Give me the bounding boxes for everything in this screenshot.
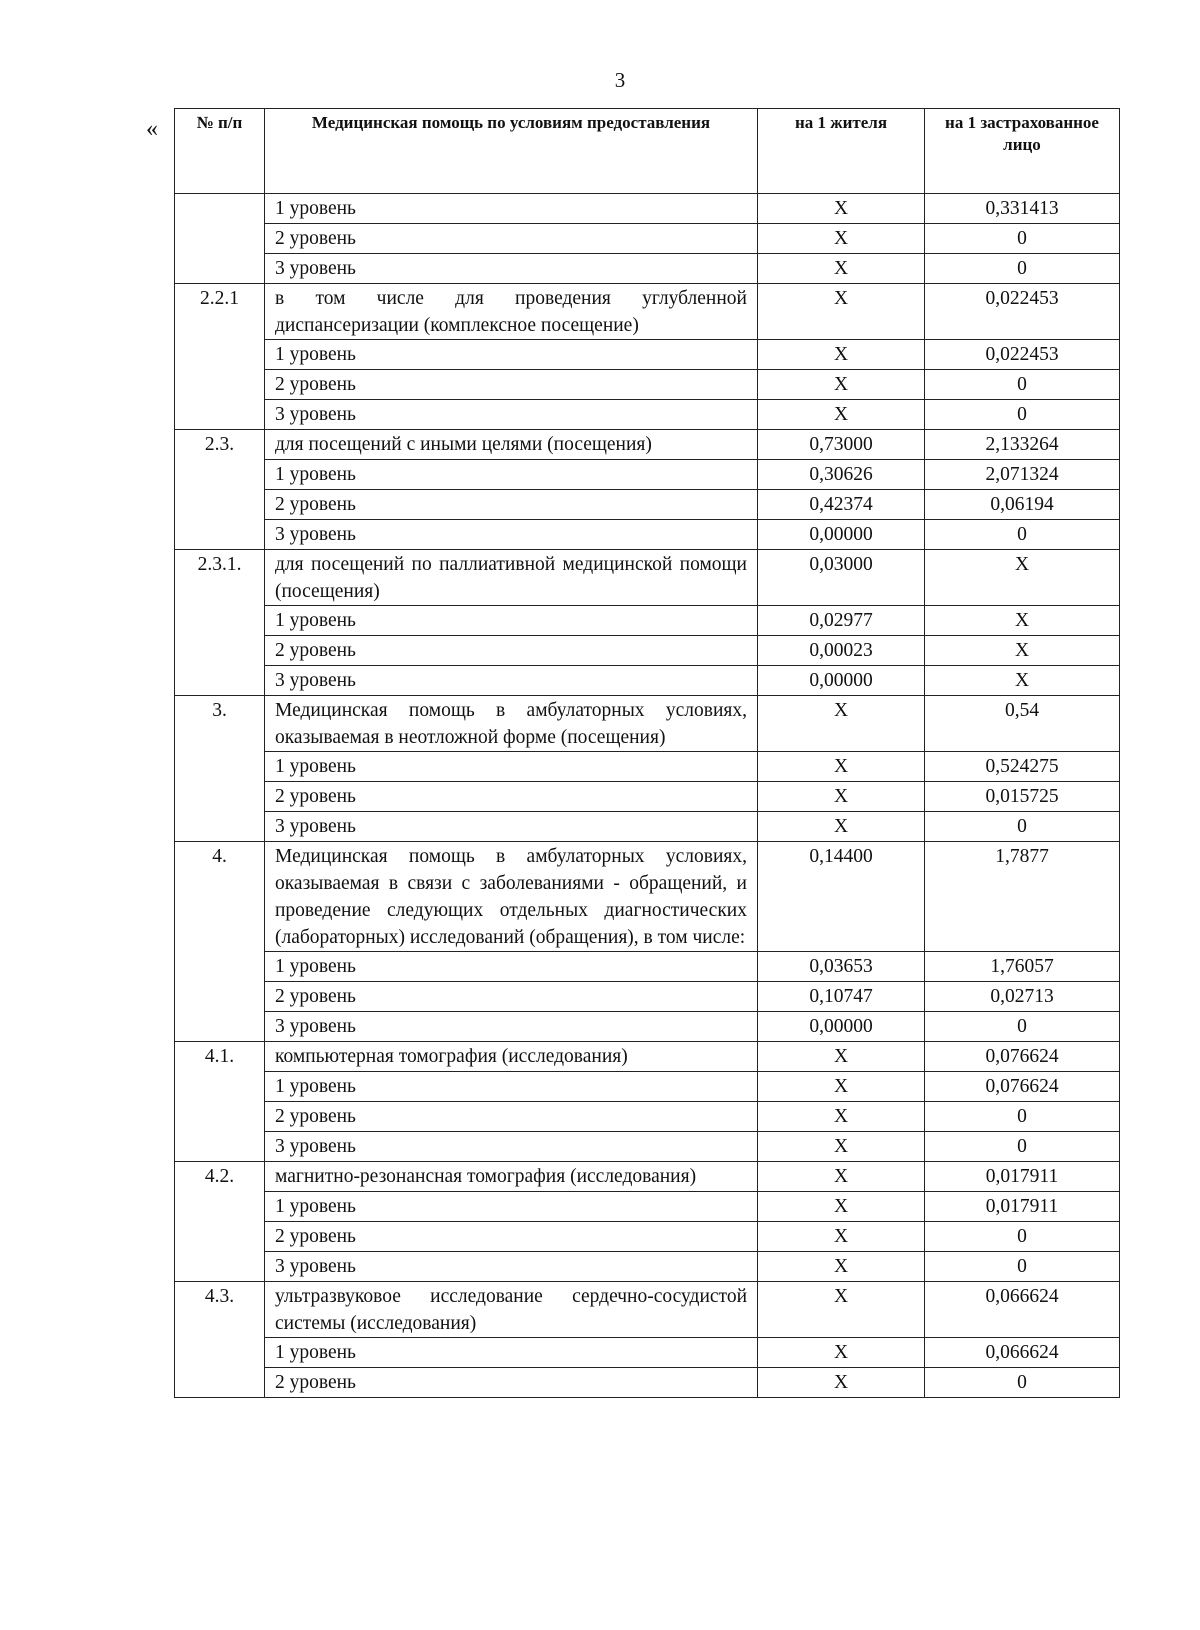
table-row — [175, 1132, 1120, 1162]
per-resident-value: 0,00000 — [758, 666, 925, 696]
row-number: 4.1. — [175, 1042, 265, 1162]
per-insured-value: 0,331413 — [925, 194, 1120, 224]
row-name: 2 уровень — [265, 224, 758, 254]
per-resident-value: 0,00023 — [758, 636, 925, 666]
row-name: 2 уровень — [265, 636, 758, 666]
per-insured-value: 0 — [925, 370, 1120, 400]
row-name: 3 уровень — [265, 254, 758, 284]
per-insured-value: 0,066624 — [925, 1338, 1120, 1368]
page-number: 3 — [614, 68, 626, 92]
per-insured-value: X — [925, 550, 1120, 606]
per-resident-value: X — [758, 1282, 925, 1338]
table-row — [175, 1338, 1120, 1368]
table-row — [175, 1042, 1120, 1072]
per-insured-value: 0,076624 — [925, 1072, 1120, 1102]
row-name: 2 уровень — [265, 490, 758, 520]
per-insured-value: 0,524275 — [925, 752, 1120, 782]
per-insured-value: 0,076624 — [925, 1042, 1120, 1072]
table-row — [175, 340, 1120, 370]
row-name: 1 уровень — [265, 606, 758, 636]
table-row — [175, 666, 1120, 696]
table-row — [175, 1252, 1120, 1282]
row-name: для посещений по паллиативной медицинской помощи (посещения) — [265, 550, 758, 606]
per-resident-value: 0,42374 — [758, 490, 925, 520]
row-name: 1 уровень — [265, 752, 758, 782]
header-per-resident: на 1 жителя — [758, 109, 925, 194]
table-row — [175, 842, 1120, 952]
per-insured-value: 0 — [925, 1012, 1120, 1042]
row-name: ультразвуковое исследование сердечно-сосудистой системы (исследования) — [265, 1282, 758, 1338]
per-insured-value: 0,022453 — [925, 284, 1120, 340]
per-resident-value: X — [758, 1162, 925, 1192]
per-resident-value: X — [758, 1368, 925, 1398]
per-insured-value: X — [925, 666, 1120, 696]
per-insured-value: 0,022453 — [925, 340, 1120, 370]
row-name: 1 уровень — [265, 952, 758, 982]
per-resident-value: X — [758, 370, 925, 400]
per-resident-value: 0,30626 — [758, 460, 925, 490]
table-row — [175, 284, 1120, 340]
table-row — [175, 1282, 1120, 1338]
table-row — [175, 1222, 1120, 1252]
row-number: 4.3. — [175, 1282, 265, 1398]
table-row — [175, 606, 1120, 636]
table-row — [175, 550, 1120, 606]
per-resident-value: X — [758, 812, 925, 842]
row-name: Медицинская помощь в амбулаторных условиях, оказываемая в неотложной форме (посещения) — [265, 696, 758, 752]
per-resident-value: X — [758, 1072, 925, 1102]
header-name: Медицинская помощь по условиям предоставления — [265, 109, 758, 194]
medical-care-norms-table — [174, 108, 1120, 1398]
per-insured-value: 0 — [925, 1252, 1120, 1282]
header-row — [175, 109, 1120, 194]
per-resident-value: X — [758, 1042, 925, 1072]
row-name: 3 уровень — [265, 1132, 758, 1162]
per-resident-value: 0,73000 — [758, 430, 925, 460]
per-resident-value: X — [758, 224, 925, 254]
table-row — [175, 1102, 1120, 1132]
per-insured-value: 0,015725 — [925, 782, 1120, 812]
table-row — [175, 952, 1120, 982]
table-row — [175, 696, 1120, 752]
per-insured-value: 2,071324 — [925, 460, 1120, 490]
table-row — [175, 1012, 1120, 1042]
table-row — [175, 1368, 1120, 1398]
header-num: № п/п — [175, 109, 265, 194]
per-resident-value: X — [758, 1252, 925, 1282]
per-insured-value: 0 — [925, 1102, 1120, 1132]
row-name: 3 уровень — [265, 1252, 758, 1282]
per-insured-value: 1,7877 — [925, 842, 1120, 952]
row-name: 1 уровень — [265, 1192, 758, 1222]
per-resident-value: X — [758, 340, 925, 370]
per-resident-value: X — [758, 1222, 925, 1252]
per-insured-value: 1,76057 — [925, 952, 1120, 982]
per-resident-value: X — [758, 254, 925, 284]
per-insured-value: 0,54 — [925, 696, 1120, 752]
table-row — [175, 490, 1120, 520]
table-body — [175, 194, 1120, 1398]
table-row — [175, 254, 1120, 284]
table-row — [175, 982, 1120, 1012]
table-row — [175, 460, 1120, 490]
row-name: 1 уровень — [265, 340, 758, 370]
row-name: магнитно-резонансная томография (исследования) — [265, 1162, 758, 1192]
per-resident-value: 0,00000 — [758, 520, 925, 550]
per-resident-value: 0,10747 — [758, 982, 925, 1012]
table-row — [175, 520, 1120, 550]
row-number: 4. — [175, 842, 265, 1042]
per-resident-value: X — [758, 194, 925, 224]
per-insured-value: 0 — [925, 1222, 1120, 1252]
per-insured-value: 0,017911 — [925, 1192, 1120, 1222]
row-name: 2 уровень — [265, 1102, 758, 1132]
per-resident-value: 0,03000 — [758, 550, 925, 606]
table-row — [175, 752, 1120, 782]
table-row — [175, 194, 1120, 224]
per-resident-value: X — [758, 1132, 925, 1162]
row-name: 2 уровень — [265, 1368, 758, 1398]
row-name: 3 уровень — [265, 520, 758, 550]
row-name: 1 уровень — [265, 460, 758, 490]
row-name: Медицинская помощь в амбулаторных условиях, оказываемая в связи с заболеваниями - обращений, и проведение следующих отдельных диагностических (лабораторных) исследований (обращения), в том числе: — [265, 842, 758, 952]
table-header — [175, 109, 1120, 194]
row-name: 2 уровень — [265, 782, 758, 812]
header-per-insured: на 1 застрахованное лицо — [925, 109, 1120, 194]
table-row — [175, 224, 1120, 254]
row-name: 2 уровень — [265, 370, 758, 400]
table-row — [175, 1162, 1120, 1192]
per-insured-value: 0 — [925, 520, 1120, 550]
per-insured-value: 2,133264 — [925, 430, 1120, 460]
per-insured-value: 0,02713 — [925, 982, 1120, 1012]
table-row — [175, 782, 1120, 812]
per-resident-value: 0,02977 — [758, 606, 925, 636]
table-row — [175, 430, 1120, 460]
per-insured-value: 0 — [925, 1132, 1120, 1162]
per-insured-value: 0 — [925, 254, 1120, 284]
table-row — [175, 1192, 1120, 1222]
per-insured-value: 0 — [925, 400, 1120, 430]
row-name: 1 уровень — [265, 1072, 758, 1102]
row-name: 3 уровень — [265, 400, 758, 430]
per-insured-value: X — [925, 606, 1120, 636]
per-resident-value: 0,00000 — [758, 1012, 925, 1042]
row-number: 4.2. — [175, 1162, 265, 1282]
per-resident-value: X — [758, 1102, 925, 1132]
row-name: компьютерная томография (исследования) — [265, 1042, 758, 1072]
per-resident-value: X — [758, 696, 925, 752]
row-number: 3. — [175, 696, 265, 842]
per-insured-value: 0,066624 — [925, 1282, 1120, 1338]
per-insured-value: 0 — [925, 812, 1120, 842]
table-row — [175, 400, 1120, 430]
row-name: 3 уровень — [265, 666, 758, 696]
per-insured-value: 0 — [925, 1368, 1120, 1398]
per-resident-value: X — [758, 284, 925, 340]
row-name: 3 уровень — [265, 812, 758, 842]
table-row — [175, 812, 1120, 842]
row-number: 2.3.1. — [175, 550, 265, 696]
per-resident-value: X — [758, 1192, 925, 1222]
row-number — [175, 194, 265, 284]
per-insured-value: 0 — [925, 224, 1120, 254]
row-name: в том числе для проведения углубленной диспансеризации (комплексное посещение) — [265, 284, 758, 340]
row-name: 2 уровень — [265, 1222, 758, 1252]
per-resident-value: 0,14400 — [758, 842, 925, 952]
table-row — [175, 636, 1120, 666]
row-name: 2 уровень — [265, 982, 758, 1012]
per-resident-value: 0,03653 — [758, 952, 925, 982]
per-resident-value: X — [758, 782, 925, 812]
per-resident-value: X — [758, 752, 925, 782]
per-insured-value: 0,06194 — [925, 490, 1120, 520]
row-name: 1 уровень — [265, 1338, 758, 1368]
row-number: 2.2.1 — [175, 284, 265, 430]
table-row — [175, 1072, 1120, 1102]
row-name: 3 уровень — [265, 1012, 758, 1042]
row-name: для посещений с иными целями (посещения) — [265, 430, 758, 460]
row-number: 2.3. — [175, 430, 265, 550]
per-resident-value: X — [758, 400, 925, 430]
per-resident-value: X — [758, 1338, 925, 1368]
table-row — [175, 370, 1120, 400]
per-insured-value: 0,017911 — [925, 1162, 1120, 1192]
per-insured-value: X — [925, 636, 1120, 666]
opening-quote-mark: « — [146, 116, 158, 142]
row-name: 1 уровень — [265, 194, 758, 224]
